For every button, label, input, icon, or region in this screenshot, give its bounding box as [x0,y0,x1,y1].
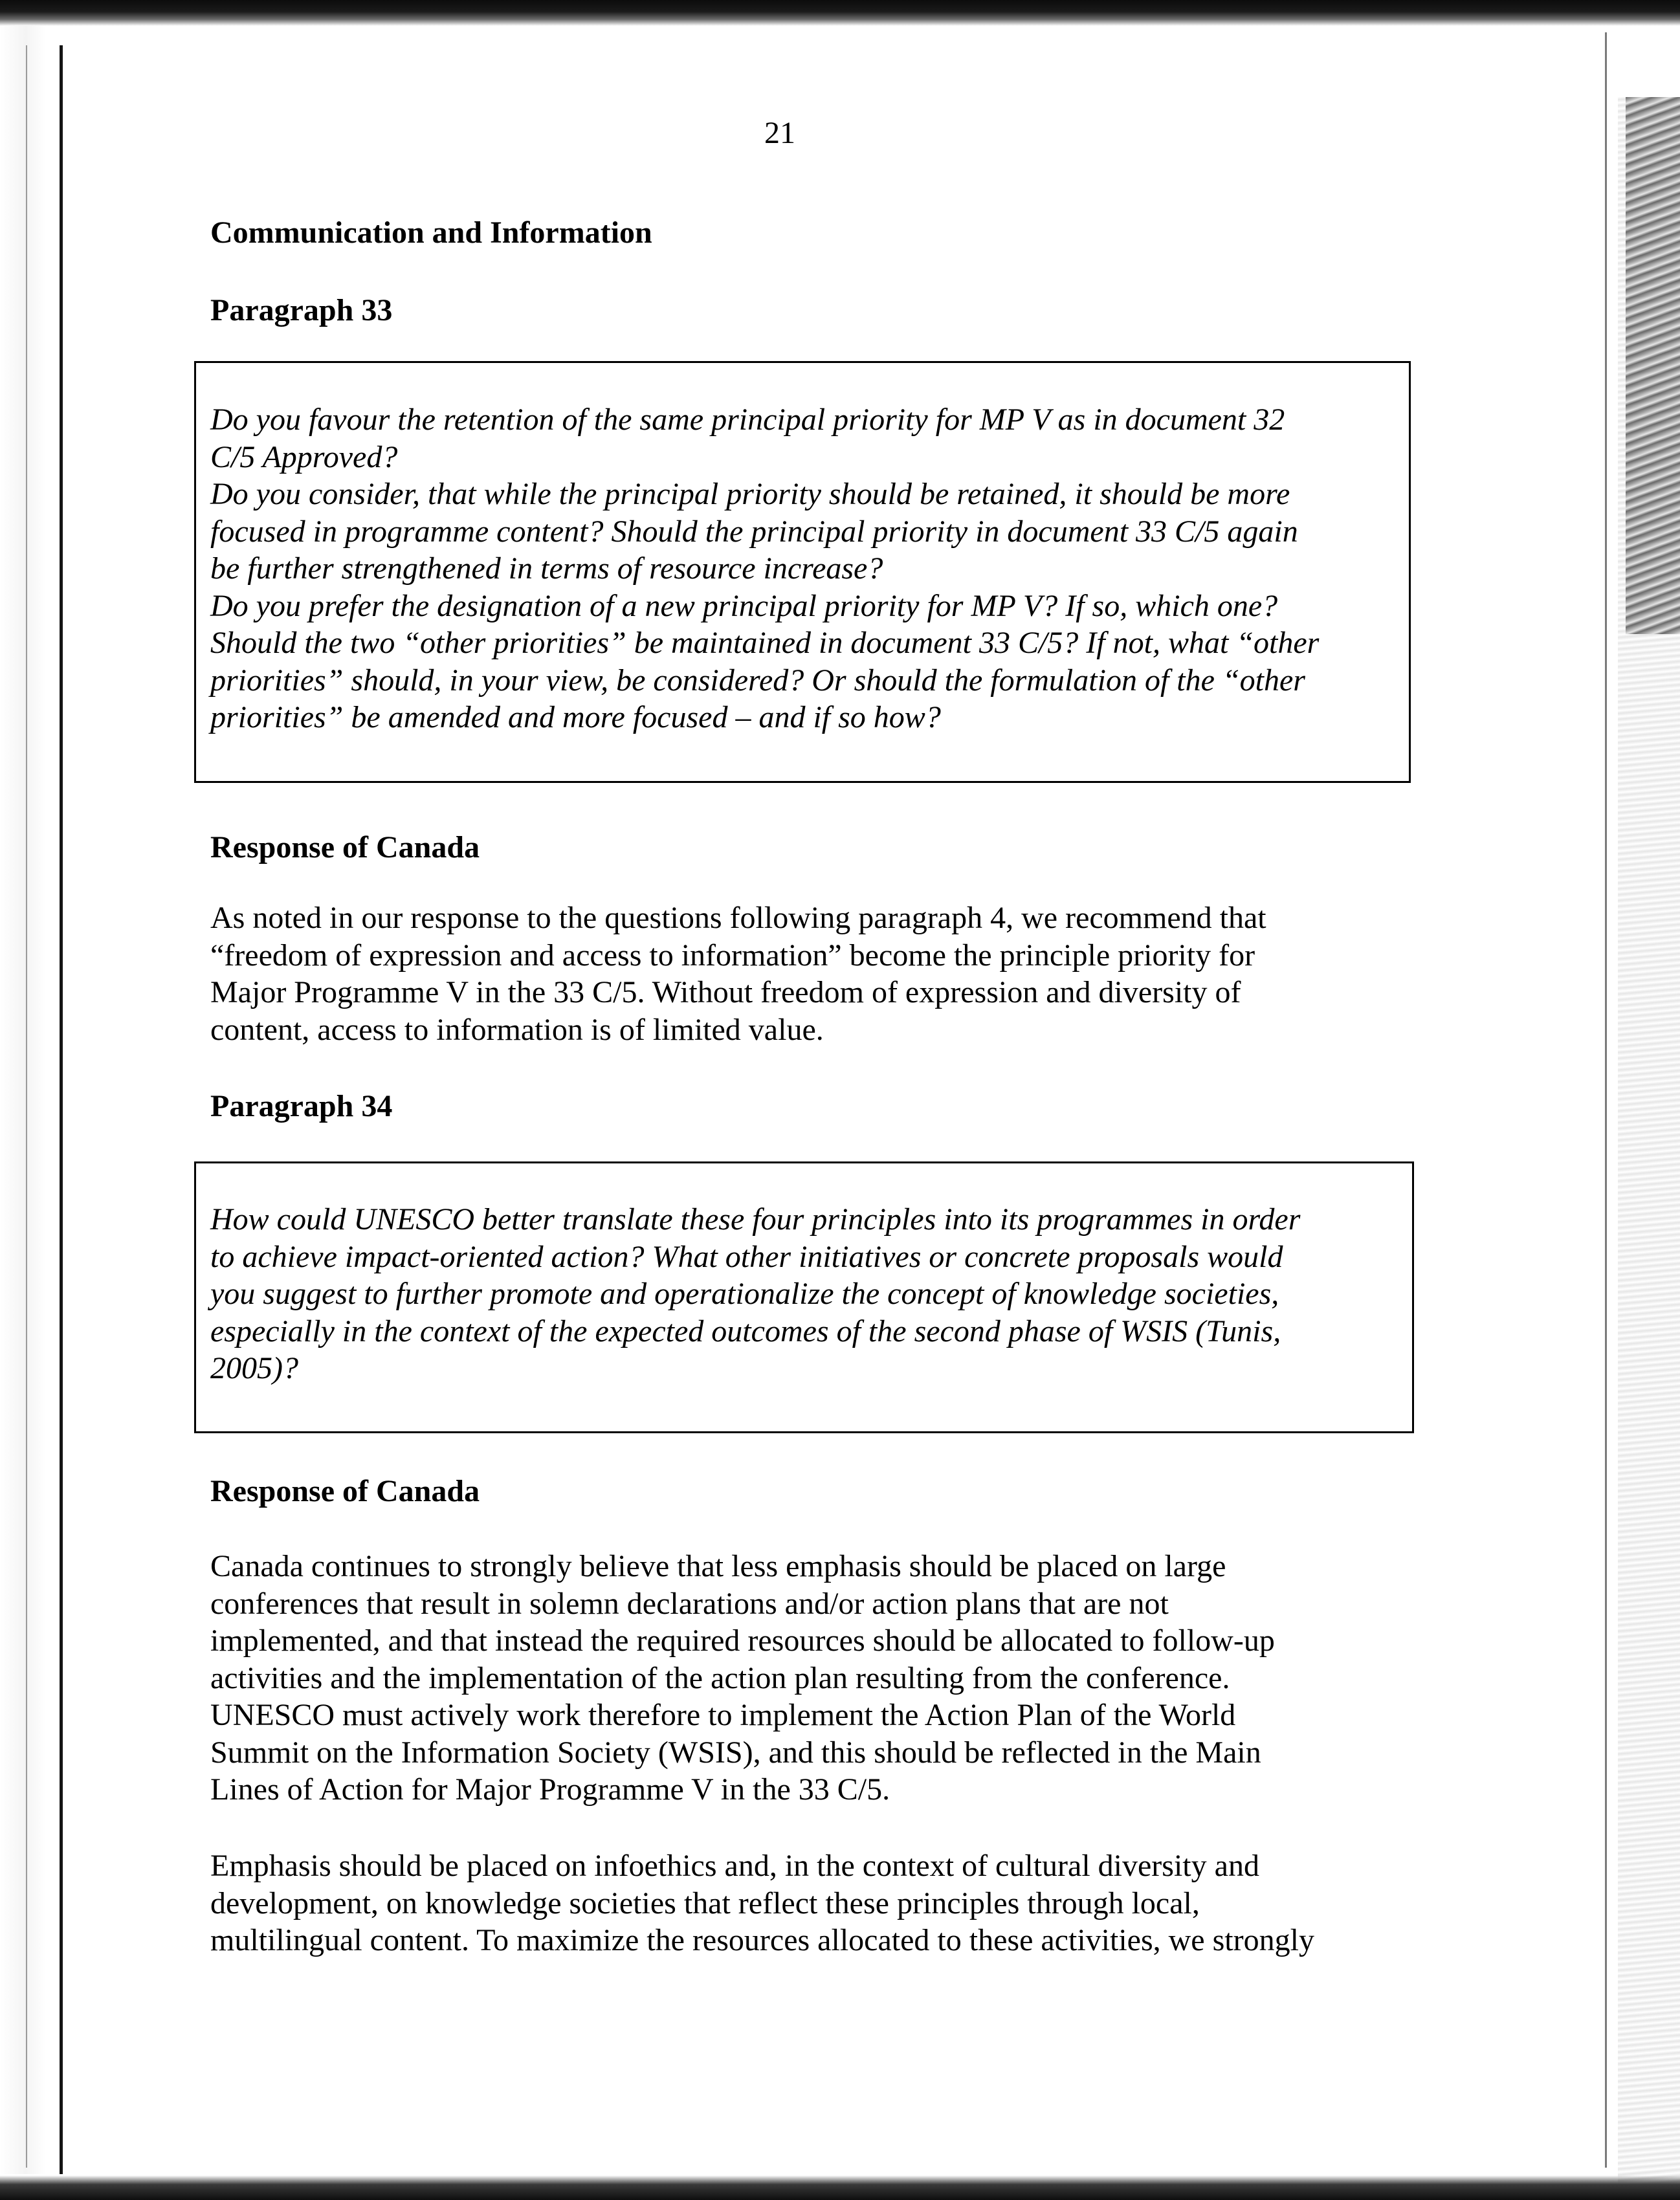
response-line: UNESCO must actively work therefore to implement the Action Plan of the World [210,1698,1236,1732]
response-line: implemented, and that instead the required resources should be allocated to follow-up [210,1623,1275,1658]
scan-top-edge [0,0,1680,26]
question-line: Should the two “other priorities” be maintained in document 33 C/5? If not, what “other [210,626,1320,660]
question-line: Do you favour the retention of the same principal priority for MP V as in document 32 [210,402,1285,437]
response-line: As noted in our response to the questions following paragraph 4, we recommend that [210,901,1266,935]
question-line: especially in the context of the expected outcomes of the second phase of WSIS (Tunis, [210,1314,1281,1348]
question-line: be further strengthened in terms of resource increase? [210,551,883,586]
paragraph-34-heading: Paragraph 34 [210,1089,393,1123]
question-line: priorities” should, in your view, be considered? Or should the formulation of the “other [210,663,1305,698]
question-line: priorities” be amended and more focused – and if so how? [210,700,941,734]
paragraph-33-response-heading: Response of Canada [210,830,480,864]
response-line: Emphasis should be placed on infoethics and, in the context of cultural diversity and [210,1849,1259,1883]
question-line: Do you consider, that while the principal priority should be retained, it should be more [210,477,1290,511]
paragraph-33-question-text [210,401,1319,736]
question-line: 2005)? [210,1351,298,1385]
section-title: Communication and Information [210,215,652,250]
paragraph-33-heading: Paragraph 33 [210,293,393,327]
scan-bottom-edge [0,2175,1680,2200]
response-line: “freedom of expression and access to information” become the principle priority for [210,938,1255,973]
question-line: you suggest to further promote and operationalize the concept of knowledge societies, [210,1277,1279,1311]
scan-right-page-edge [1605,32,1607,2168]
scan-left-binding-line [60,45,63,2174]
response-line: activities and the implementation of the action plan resulting from the conference. [210,1660,1230,1695]
paragraph-34-response-heading: Response of Canada [210,1474,480,1508]
response-line: Canada continues to strongly believe that less emphasis should be placed on large [210,1549,1226,1583]
paragraph-34-question-text [210,1201,1300,1387]
response-line: Major Programme V in the 33 C/5. Without freedom of expression and diversity of [210,975,1241,1009]
page-number: 21 [764,116,795,150]
response-line: development, on knowledge societies that reflect these principles through local, [210,1886,1200,1920]
question-line: C/5 Approved? [210,439,398,474]
question-line: Do you prefer the designation of a new principal priority for MP V? If so, which one? [210,588,1278,623]
paragraph-34-response-paragraph-2 [210,1847,1314,1959]
question-line: How could UNESCO better translate these four principles into its programmes in order [210,1202,1301,1237]
question-line: focused in programme content? Should the principal priority in document 33 C/5 again [210,514,1298,549]
response-line: Lines of Action for Major Programme V in the 33 C/5. [210,1772,890,1807]
scan-left-faint-line [26,45,27,2168]
response-line: content, access to information is of limited value. [210,1012,824,1047]
response-line: Summit on the Information Society (WSIS), and this should be reflected in the Main [210,1735,1261,1770]
response-line: conferences that result in solemn declarations and/or action plans that are not [210,1586,1169,1621]
scan-right-dark-patch [1626,97,1680,634]
response-line: multilingual content. To maximize the resources allocated to these activities, we strongly [210,1923,1314,1957]
paragraph-33-response-text [210,899,1266,1048]
question-line: to achieve impact-oriented action? What other initiatives or concrete proposals would [210,1239,1283,1274]
paragraph-34-response-paragraph-1 [210,1548,1275,1809]
